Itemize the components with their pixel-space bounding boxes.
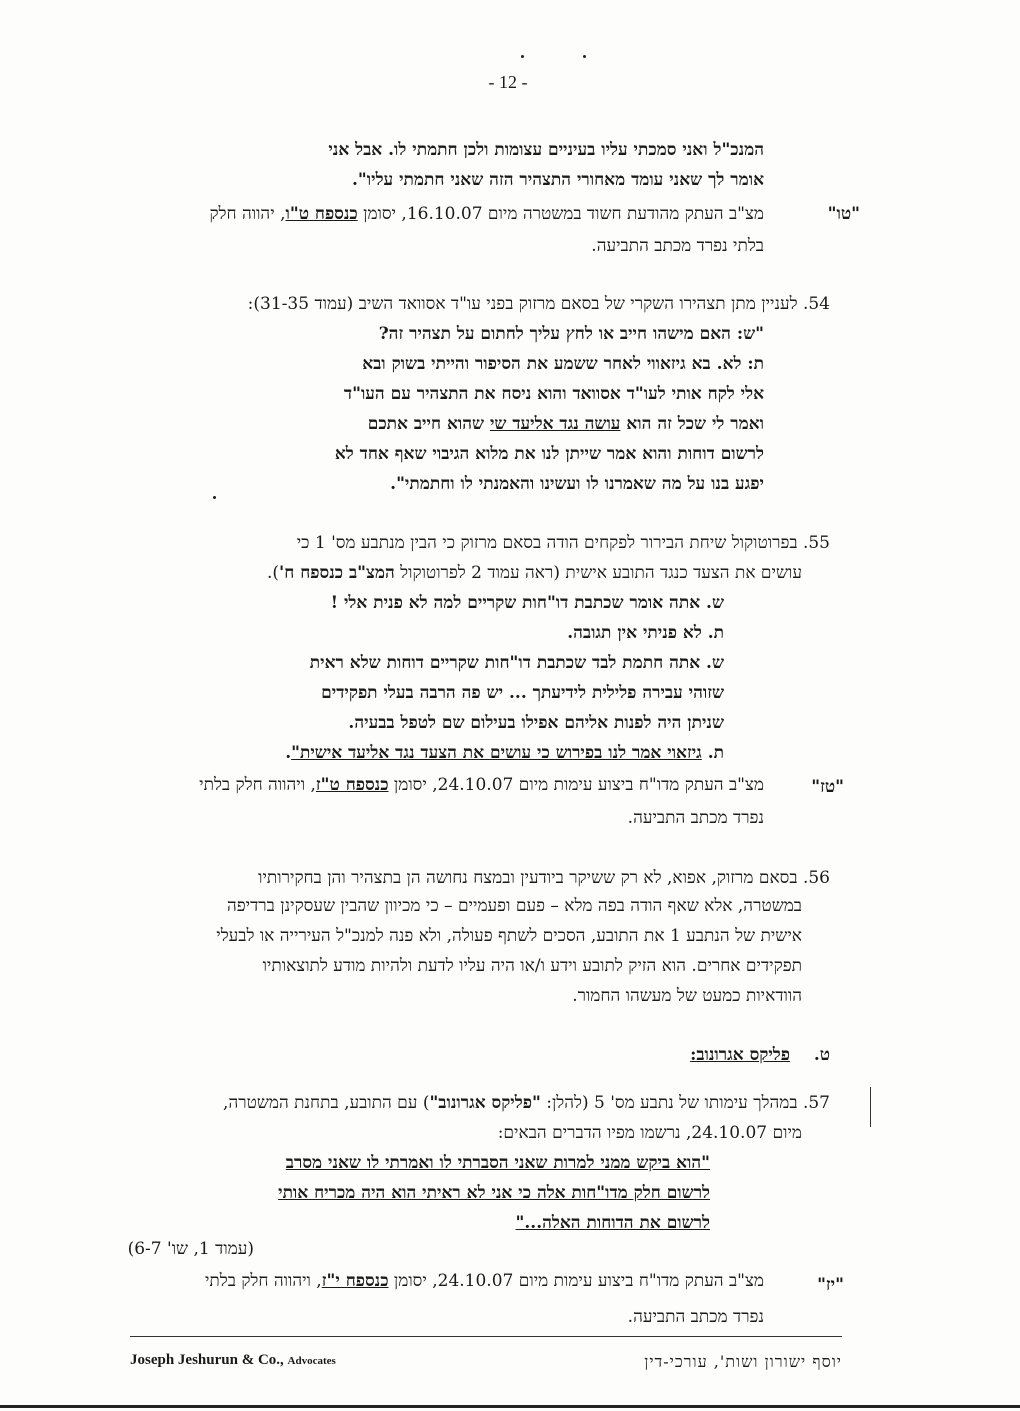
quote-line: אלי לקח אותי לעו"ד אסוואד והוא ניסח את התצהיר עם העו"ד — [343, 384, 764, 404]
scan-edge — [0, 1405, 1020, 1408]
quote-line: לרשום את הדוחות האלה..." — [515, 1213, 710, 1233]
exhibit-text-part: מצ"ב העתק מהודעת חשוד במשטרה מיום 16.10.07, יסומן — [357, 204, 764, 224]
exhibit-text — [209, 202, 764, 226]
paragraph-part: ) עם התובע, בתחנת המשטרה, — [223, 1093, 430, 1113]
scan-speck — [583, 55, 586, 58]
exhibit-text-part: , ויהווה חלק בלתי — [199, 775, 316, 795]
footer-firm-english — [130, 1352, 336, 1369]
paragraph-54: 54. לעניין מתן תצהירו השקרי של בסאם מרזוק בפני עו"ד אסוואד השיב (עמוד 31-35): — [247, 294, 830, 314]
exhibit-text-part: , ויהווה חלק בלתי — [204, 1271, 322, 1291]
exhibit-label: "יז" — [817, 1275, 844, 1295]
quote-line: שזוהי עבירה פלילית לידיעתך ... יש פה הרבה בעלי תפקידים — [321, 683, 724, 703]
exhibit-text — [205, 1269, 764, 1293]
exhibit-ref: המצ"ב כנספח ח' — [279, 563, 395, 583]
paragraph-57: מיום 24.10.07, נרשמו מפיו הדברים הבאים: — [497, 1123, 802, 1143]
section-title: פליקס אגרונוב: — [690, 1045, 790, 1065]
exhibit-ref: כנספח ט"ז — [315, 775, 389, 795]
quote-line: לרשום חלק מדו"חות אלה כי אני לא ראיתי הוא היה מכריח אותי — [278, 1183, 710, 1203]
exhibit-text-part: מצ"ב העתק מדו"ח ביצוע עימות מיום 24.10.07, יסומן — [388, 1271, 764, 1291]
paragraph-56: 56. בסאם מרזוק, אפוא, לא רק ששיקר ביודעין ובמצח נחושה הן בתצהיר והן בחקירותיו — [258, 868, 830, 888]
quote-part: ת. — [701, 743, 724, 763]
exhibit-text: נפרד מכתב התביעה. — [627, 808, 764, 828]
firm-name: Joseph Jeshurun & Co., — [130, 1352, 284, 1368]
page-number: - 12 - — [488, 72, 528, 92]
exhibit-ref: כנספח י"ז — [321, 1271, 389, 1291]
exhibit-text-part: , יהווה חלק — [209, 204, 286, 224]
exhibit-ref: כנספח ט"ו — [285, 204, 358, 224]
defined-term: "פליקס אגרונוב" — [429, 1093, 541, 1113]
exhibit-label: "טו" — [827, 204, 860, 224]
margin-mark — [870, 1087, 871, 1127]
section-letter: ט. — [813, 1045, 830, 1065]
footer-divider — [130, 1336, 842, 1337]
exhibit-text — [199, 773, 764, 797]
paragraph-part: 57. במהלך עימותו של נתבע מס' 5 (להלן: — [540, 1093, 830, 1113]
scan-speck — [521, 55, 524, 58]
quote-line: ש. אתה אומר שכתבת דו"חות שקריים למה לא פנית אלי ! — [330, 593, 724, 613]
quote-line — [368, 412, 764, 436]
quote-line: ש. אתה חתמת לבד שכתבת דו"חות שקריים דוחות שלא ראית — [309, 653, 724, 673]
paragraph-part: עושים את הצעד כנגד התובע אישית (ראה עמוד 2 לפרוטוקול — [394, 563, 802, 583]
exhibit-text: נפרד מכתב התביעה. — [627, 1307, 764, 1327]
quote-line: ת. לא פניתי אין תגובה. — [567, 623, 724, 643]
exhibit-text: בלתי נפרד מכתב התביעה. — [591, 236, 764, 256]
quote-reference: (עמוד 1, שו' 6-7) — [127, 1239, 254, 1259]
quote-line: יפגע בנו על מה שאמרנו לו ועשינו והאמנתי לו וחתמתי". — [390, 474, 764, 494]
exhibit-text-part: מצ"ב העתק מדו"ח ביצוע עימות מיום 24.10.07, יסומן — [388, 775, 764, 795]
quote-line: לרשום דוחות והוא אמר שייתן לנו את מלוא הגיבוי שאף אחד לא — [334, 444, 764, 464]
quote-line: המנכ"ל ואני סמכתי עליו בעיניים עצומות ולכן חתמתי לו. אבל אני — [328, 140, 764, 160]
paragraph-56: הוודאיות כמעט של מעשהו החמור. — [572, 986, 802, 1006]
quote-line: "ש: האם מישהו חייב או לחץ עליך לחתום על תצהיר זה? — [378, 324, 764, 344]
firm-suffix: Advocates — [287, 1355, 336, 1367]
paragraph-56: במשטרה, אלא שאף הודה בפה מלא – פעם ופעמיים – כי מכיוון שהבין שעסקינן ברדיפה — [226, 896, 802, 916]
quote-part: שהוא חייב אתכם — [367, 414, 490, 434]
quote-line: ת: לא. בא גיזאווי לאחר ששמע את הסיפור והייתי בשוק ובא — [362, 354, 764, 374]
paragraph-part: ). — [267, 563, 280, 583]
exhibit-label: "טז" — [811, 777, 844, 797]
quote-part: ואמר לי שכל זה הוא — [620, 414, 764, 434]
footer-firm-hebrew: יוסף ישורון ושות', עורכי-דין — [644, 1352, 842, 1371]
quote-line: "הוא ביקש ממני למרות שאני הסברתי לו ואמרתי לו שאני מסרב — [285, 1153, 710, 1173]
paragraph-56: תפקידים אחרים. הוא הזיק לתובע וידע ו/או היה עליו לדעת ולהיות מודע לתוצאותיו — [262, 956, 802, 976]
paragraph-57 — [223, 1091, 830, 1115]
paragraph-55 — [267, 561, 802, 585]
quote-line: אומר לך שאני עומד מאחורי התצהיר הזה שאני חתמתי עליו". — [352, 170, 764, 190]
quote-underlined: עושה נגד אליעד שי — [489, 414, 621, 434]
paragraph-56: אישית של הנתבע 1 את התובע, הסכים לשתף פעולה, ולא פנה למנכ"ל העירייה או לבעלי — [216, 926, 802, 946]
paragraph-55: 55. בפרוטוקול שיחת הבירור לפקחים הודה בסאם מרזוק כי הבין מנתבע מס' 1 כי — [296, 533, 830, 553]
quote-part: . — [285, 743, 292, 763]
scan-speck — [213, 496, 216, 499]
quote-line — [285, 741, 724, 765]
quote-underlined: גיזאוי אמר לנו בפירוש כי עושים את הצעד נגד אליעד אישית" — [291, 743, 702, 763]
quote-line: שניתן היה לפנות אליהם אפילו בעילום שם לטפל בבעיה. — [348, 713, 724, 733]
